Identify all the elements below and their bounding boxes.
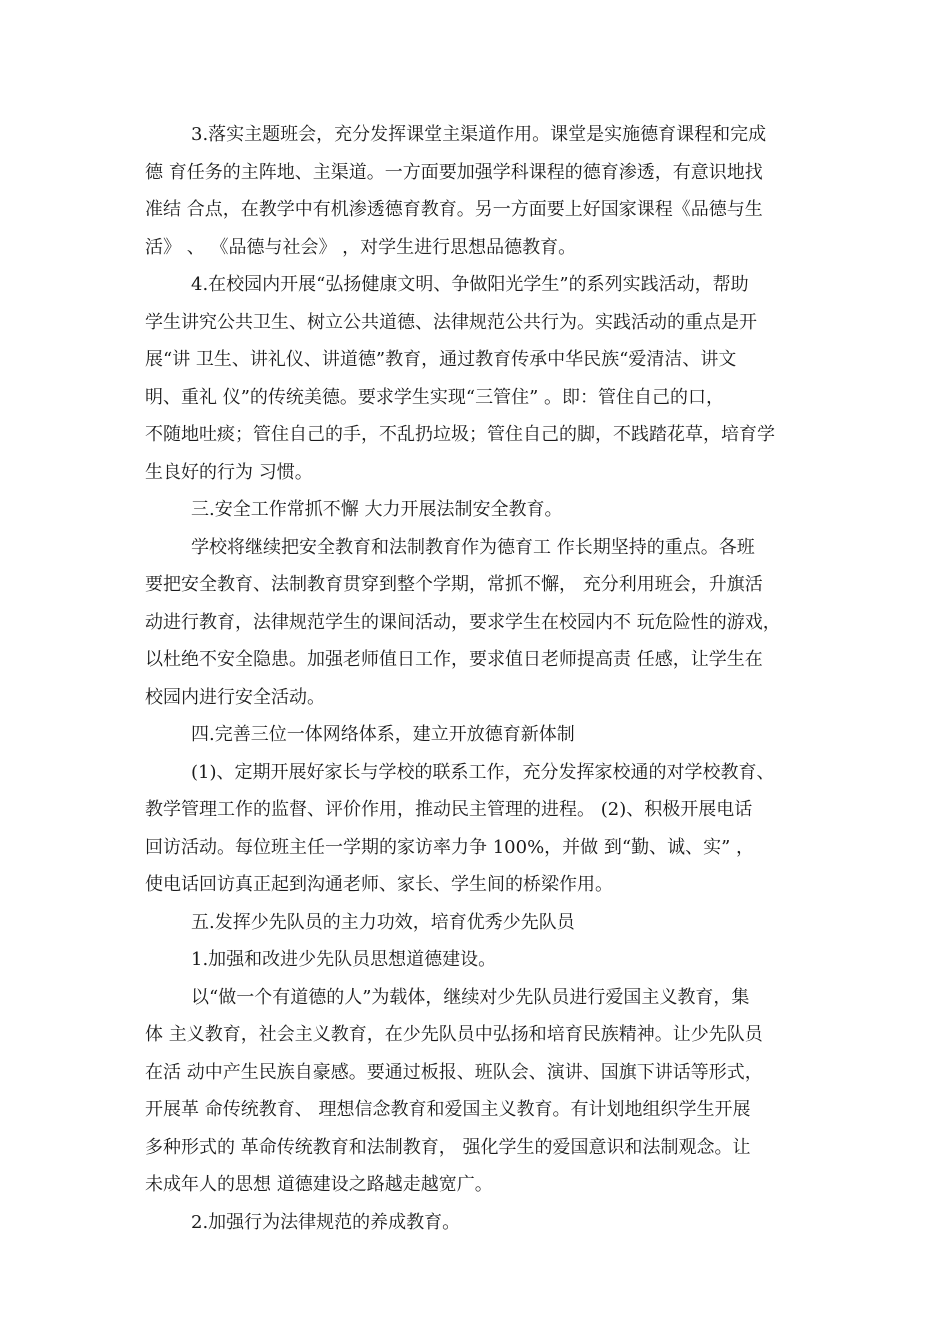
text-line: 体 主义教育，社会主义教育，在少先队员中弘扬和培育民族精神。让少先队员 (145, 1024, 763, 1045)
text-line: 学生讲究公共卫生、树立公共道德、法律规范公共行为。实践活动的重点是开 (145, 311, 757, 333)
paragraph-heading-network (145, 716, 811, 754)
text-line: 未成年人的思想 道德建设之路越走越宽广。 (145, 1174, 493, 1195)
text-line: 要把安全教育、法制教育贯穿到整个学期，常抓不懈， 充分利用班会，升旗活 (145, 574, 763, 595)
text-line: 校园内进行安全活动。 (145, 686, 325, 708)
text-line: 以“做一个有道德的人”为载体，继续对少先队员进行爱国主义教育，集 (191, 986, 750, 1008)
text-line: 开展革 命传统教育、 理想信念教育和爱国主义教育。有计划地组织学生开展 (145, 1099, 751, 1120)
document-body (145, 116, 811, 1241)
paragraph-heading-young-pioneers (145, 904, 811, 942)
text-line: 教学管理工作的监督、评价作用，推动民主管理的进程。 (2)、积极开展电话 (145, 799, 753, 820)
text-line: 3.落实主题班会，充分发挥课堂主渠道作用。课堂是实施德育课程和完成 (191, 124, 767, 145)
paragraph-practice-activities (145, 266, 811, 491)
text-line: 动进行教育，法律规范学生的课间活动，要求学生在校园内不 玩危险性的游戏， (145, 611, 781, 633)
text-line: 2.加强行为法律规范的养成教育。 (191, 1211, 461, 1233)
text-line: 活》 、 《品德与社会》 ，对学生进行思想品德教育。 (145, 236, 577, 258)
text-line: 展“讲 卫生、讲礼仪、讲道德”教育，通过教育传承中华民族“爱清洁、讲文 (145, 349, 737, 370)
text-line: 以杜绝不安全隐患。加强老师值日工作，要求值日老师提高责 任感，让学生在 (145, 649, 763, 670)
text-line: (1)、定期开展好家长与学校的联系工作，充分发挥家校通的对学校教育、 (191, 761, 775, 783)
text-line: 回访活动。每位班主任一学期的家访率力争 100%，并做 到“勤、诚、实” ， (145, 836, 755, 858)
text-line: 四.完善三位一体网络体系，建立开放德育新体制 (191, 724, 575, 745)
paragraph-heading-safety (145, 491, 811, 529)
text-line: 三.安全工作常抓不懈 大力开展法制安全教育。 (191, 499, 563, 520)
paragraph-theme-class-meeting (145, 116, 811, 266)
text-line: 五.发挥少先队员的主力功效，培育优秀少先队员 (191, 911, 575, 933)
text-line: 多种形式的 革命传统教育和法制教育， 强化学生的爱国意识和法制观念。让 (145, 1136, 751, 1158)
text-line: 准结 合点，在教学中有机渗透德育教育。另一方面要上好国家课程《品德与生 (145, 199, 763, 220)
paragraph-subheading-moral (145, 941, 811, 979)
text-line: 在活 动中产生民族自豪感。要通过板报、班队会、演讲、国旗下讲话等形式， (145, 1061, 763, 1083)
paragraph-safety-education (145, 529, 811, 717)
paragraph-patriotic-education (145, 979, 811, 1204)
text-line: 明、重礼 仪”的传统美德。要求学生实现“三管住” 。即：管住自己的口， (145, 386, 725, 408)
text-line: 4.在校园内开展“弘扬健康文明、争做阳光学生”的系列实践活动，帮助 (191, 274, 749, 295)
text-line: 德 育任务的主阵地、主渠道。一方面要加强学科课程的德育渗透，有意识地找 (145, 161, 763, 183)
paragraph-subheading-behavior (145, 1204, 811, 1242)
text-line: 使电话回访真正起到沟通老师、家长、学生间的桥梁作用。 (145, 874, 613, 895)
text-line: 学校将继续把安全教育和法制教育作为德育工 作长期坚持的重点。各班 (191, 536, 755, 558)
text-line: 生良好的行为 习惯。 (145, 461, 313, 483)
text-line: 1.加强和改进少先队员思想道德建设。 (191, 949, 497, 970)
paragraph-home-school (145, 754, 811, 904)
text-line: 不随地吐痰；管住自己的手，不乱扔垃圾；管住自己的脚，不践踏花草，培育学 (145, 424, 775, 445)
